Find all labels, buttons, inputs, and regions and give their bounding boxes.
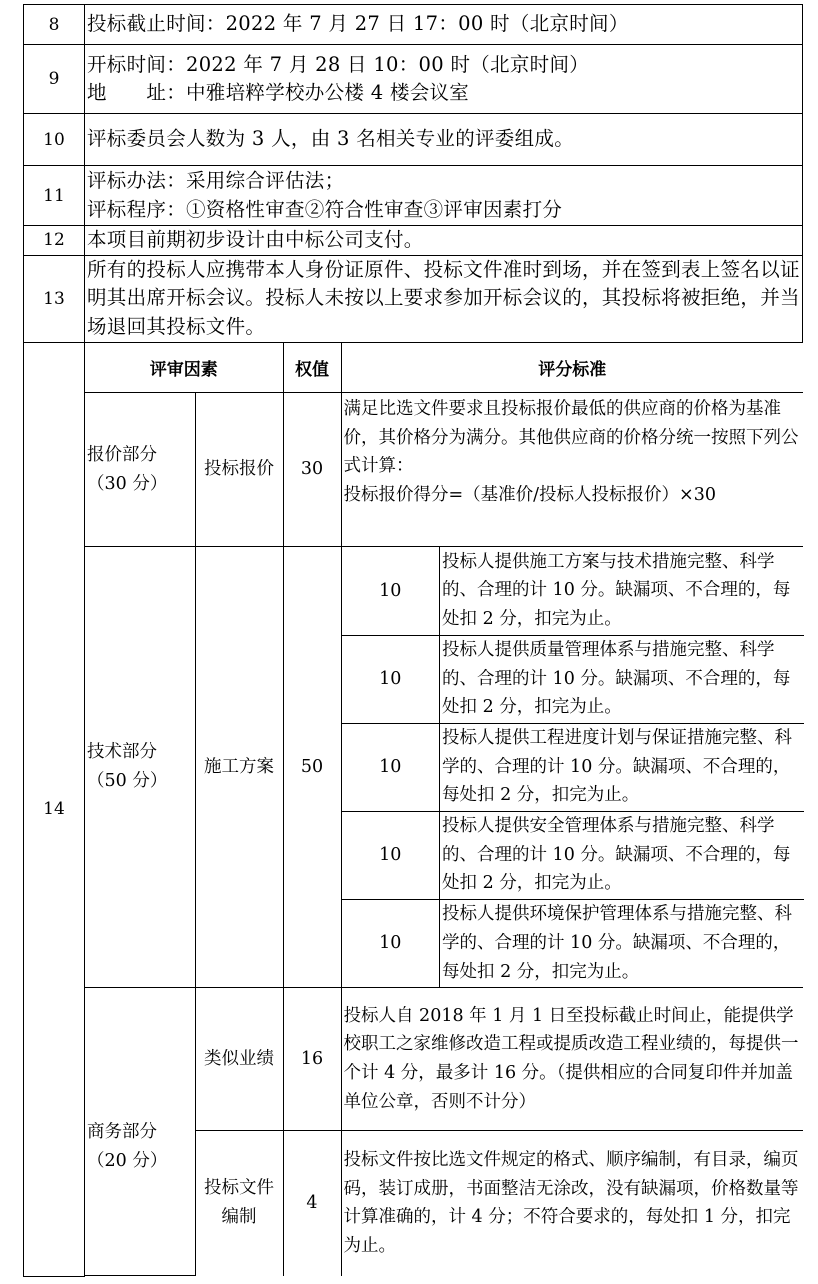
tech-part: 技术部分（50 分） bbox=[85, 547, 195, 988]
business-item: 类似业绩 bbox=[195, 988, 283, 1131]
tech-weight: 50 bbox=[283, 547, 341, 988]
table-row bbox=[24, 5, 803, 45]
scoring-row-business-1 bbox=[85, 988, 803, 1131]
sub-criteria: 投标人提供质量管理体系与措施完整、科学的、合理的计 10 分。缺漏项、不合理的，每处扣 2 分，扣完为止。 bbox=[440, 635, 804, 723]
row-text bbox=[85, 114, 803, 166]
scoring-header-row bbox=[85, 343, 803, 393]
row-number: 11 bbox=[24, 166, 85, 226]
tech-criteria bbox=[341, 547, 803, 988]
price-weight: 30 bbox=[283, 393, 341, 547]
row-number: 10 bbox=[24, 114, 85, 166]
row-number: 8 bbox=[24, 5, 85, 45]
tender-info-table bbox=[23, 4, 803, 1277]
business-criteria: 投标人自 2018 年 1 月 1 日至投标截止时间止，能提供学校职工之家维修改造工程或提质改造工程业绩的，每提供一个计 4 分，最多计 16 分。（提供相应的合同复印件并加盖单位公章，否则不计分） bbox=[341, 988, 803, 1131]
text-line: 所有的投标人应携带本人身份证原件、投标文件准时到场，并在签到表上签名以证明其出席开标会议。投标人未按以上要求参加开标会议的，其投标将被拒绝，并当场退回其投标文件。 bbox=[87, 257, 800, 338]
tech-sub-row bbox=[342, 635, 804, 723]
price-item: 投标报价 bbox=[195, 393, 283, 547]
row-number: 13 bbox=[24, 255, 85, 342]
row-text bbox=[85, 166, 803, 226]
header-factor: 评审因素 bbox=[85, 343, 283, 393]
table-row bbox=[24, 114, 803, 166]
sub-score: 10 bbox=[342, 635, 440, 723]
sub-score: 10 bbox=[342, 547, 440, 635]
business-part: 商务部分（20 分） bbox=[85, 988, 195, 1276]
scoring-cell bbox=[85, 342, 803, 1276]
formula-text: 投标报价得分=（基准价/投标人投标报价）×30 bbox=[343, 485, 716, 506]
scoring-row-tech bbox=[85, 547, 803, 988]
row-number: 9 bbox=[24, 45, 85, 114]
row-number: 14 bbox=[24, 342, 85, 1276]
row-text bbox=[85, 45, 803, 114]
criteria-text: 满足比选文件要求且投标报价最低的供应商的价格为基准价，其价格分为满分。其他供应商的价格分统一按照下列公式计算： bbox=[343, 399, 799, 477]
table-row bbox=[24, 255, 803, 342]
sub-criteria: 投标人提供安全管理体系与措施完整、科学的、合理的计 10 分。缺漏项、不合理的，每处扣 2 分，扣完为止。 bbox=[440, 811, 804, 899]
sub-score: 10 bbox=[342, 811, 440, 899]
row-number: 12 bbox=[24, 226, 85, 256]
table-row bbox=[24, 342, 803, 1276]
tech-sub-table bbox=[342, 547, 804, 987]
text-line: 投标截止时间：2022 年 7 月 27 日 17：00 时（北京时间） bbox=[87, 12, 629, 36]
text-line: 评标委员会人数为 3 人，由 3 名相关专业的评委组成。 bbox=[87, 127, 575, 151]
row-text bbox=[85, 226, 803, 256]
table-row bbox=[24, 166, 803, 226]
header-criteria: 评分标准 bbox=[341, 343, 803, 393]
sub-criteria: 投标人提供工程进度计划与保证措施完整、科学的、合理的计 10 分。缺漏项、不合理的，每处扣 2 分，扣完为止。 bbox=[440, 723, 804, 811]
scoring-table bbox=[85, 343, 803, 1277]
table-row bbox=[24, 45, 803, 114]
scoring-row-price bbox=[85, 393, 803, 547]
sub-score: 10 bbox=[342, 899, 440, 987]
business-criteria: 投标文件按比选文件规定的格式、顺序编制，有目录，编页码，装订成册，书面整洁无涂改，没有缺漏项，价格数量等计算准确的，计 4 分；不符合要求的，每处扣 1 分，扣完为止。 bbox=[341, 1131, 803, 1276]
header-weight: 权值 bbox=[283, 343, 341, 393]
tech-item: 施工方案 bbox=[195, 547, 283, 988]
sub-score: 10 bbox=[342, 723, 440, 811]
sub-criteria: 投标人提供环境保护管理体系与措施完整、科学的、合理的计 10 分。缺漏项、不合理的，每处扣 2 分，扣完为止。 bbox=[440, 899, 804, 987]
sub-criteria: 投标人提供施工方案与技术措施完整、科学的、合理的计 10 分。缺漏项、不合理的，每处扣 2 分，扣完为止。 bbox=[440, 547, 804, 635]
table-row bbox=[24, 226, 803, 256]
text-line: 评标程序：①资格性审查②符合性审查③评审因素打分 bbox=[87, 197, 563, 221]
text-line: 开标时间：2022 年 7 月 28 日 10：00 时（北京时间） bbox=[87, 52, 590, 76]
tech-sub-row bbox=[342, 811, 804, 899]
tech-sub-row bbox=[342, 723, 804, 811]
price-part: 报价部分（30 分） bbox=[85, 393, 195, 547]
business-weight: 16 bbox=[283, 988, 341, 1131]
text-line: 地 址：中雅培粹学校办公楼 4 楼会议室 bbox=[87, 81, 470, 104]
row-text bbox=[85, 5, 803, 45]
text-line: 本项目前期初步设计由中标公司支付。 bbox=[87, 228, 424, 251]
tech-sub-row bbox=[342, 899, 804, 987]
row-text bbox=[85, 255, 803, 342]
tech-sub-row bbox=[342, 547, 804, 635]
text-line: 评标办法：采用综合评估法； bbox=[87, 169, 345, 192]
business-weight: 4 bbox=[283, 1131, 341, 1276]
price-criteria bbox=[341, 393, 803, 547]
business-item: 投标文件编制 bbox=[195, 1131, 283, 1276]
